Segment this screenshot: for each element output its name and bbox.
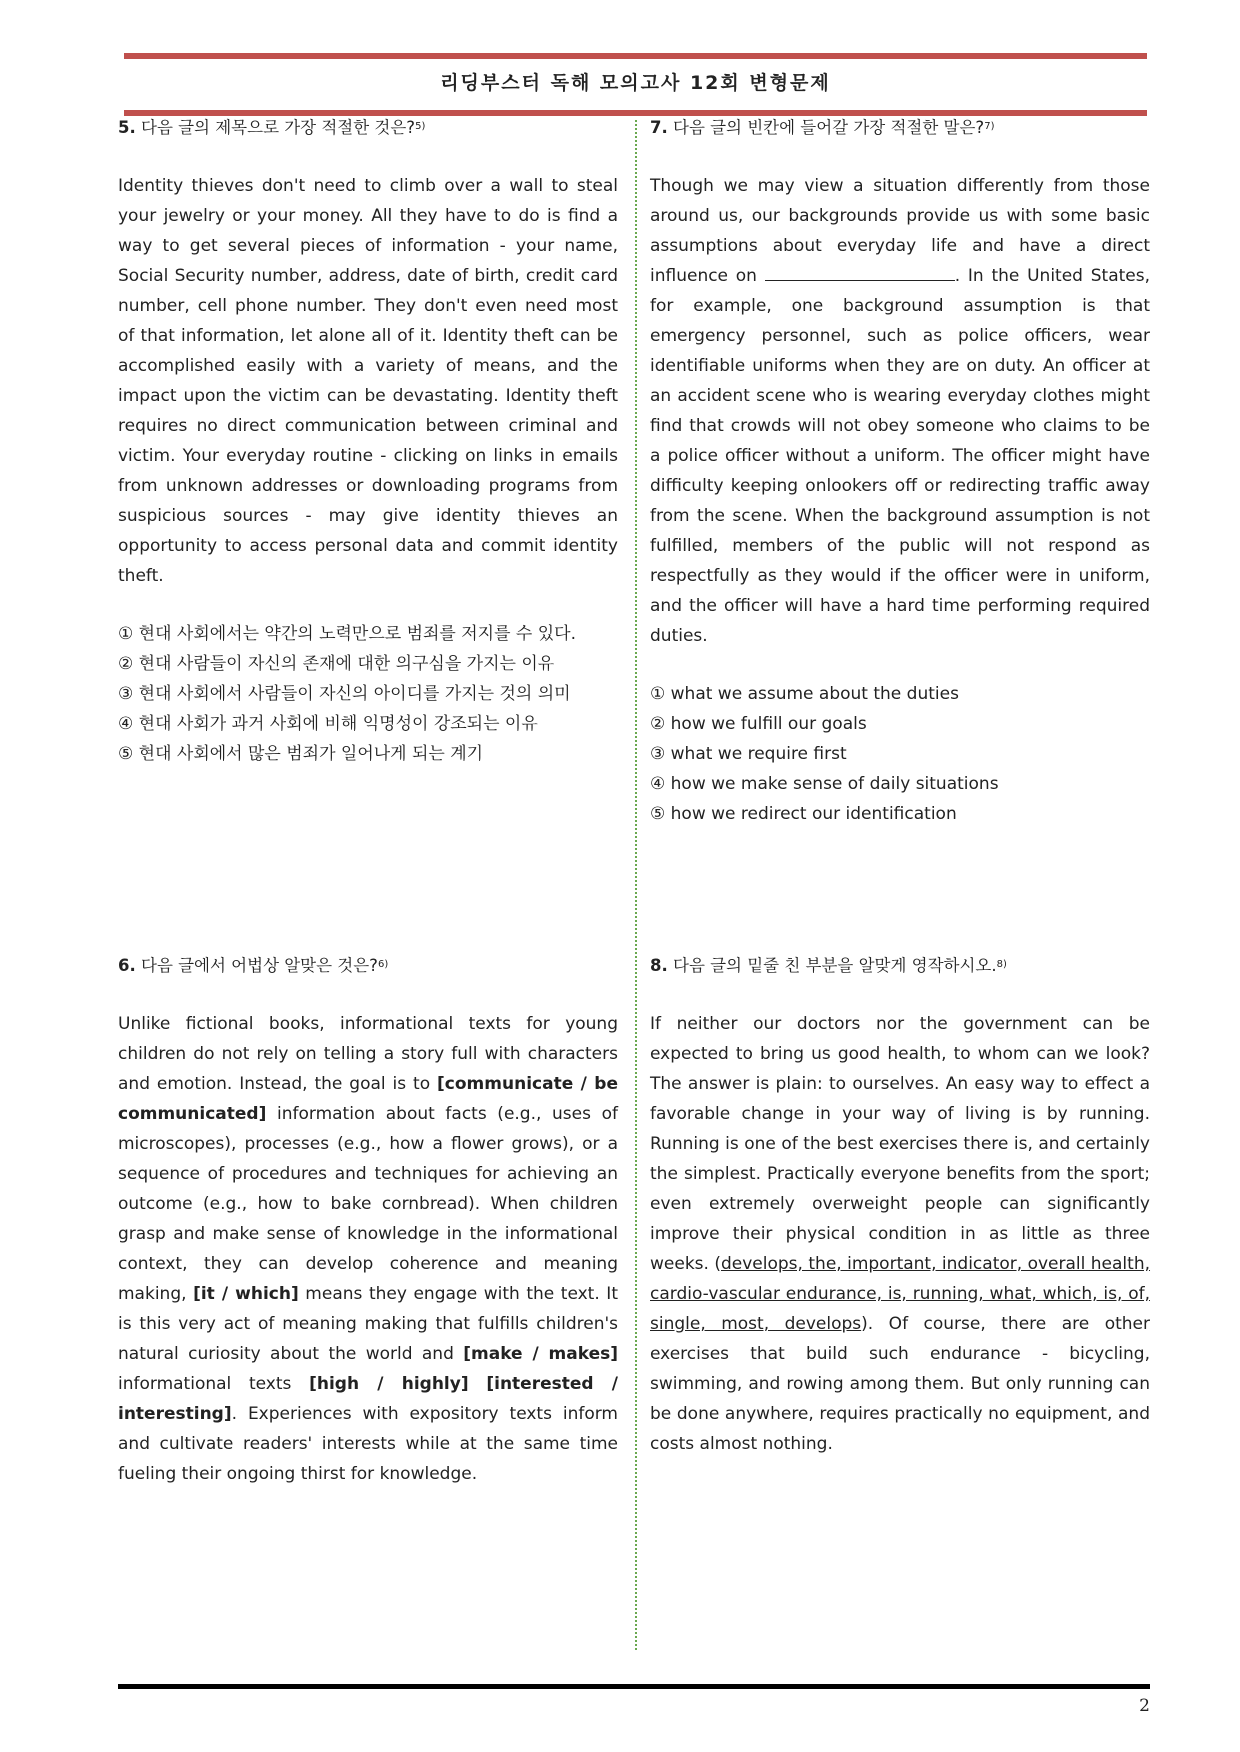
passage-text: Unlike fictional books, informational texts for young children do not rely on telling a story full with characters and emotion. Instead, the goal is to: [118, 1014, 618, 1094]
passage-text: means they engage with the text. It is this very act of meaning making that fulfills children's natural curiosity about the world and: [118, 1284, 618, 1364]
question-7-number: 7.: [650, 118, 668, 137]
choice-2[interactable]: ② how we fulfill our goals: [650, 714, 867, 734]
page-title: 리딩부스터 독해 모의고사 12회 변형문제: [440, 72, 831, 94]
choice-1[interactable]: ① what we assume about the duties: [650, 684, 959, 704]
grammar-choice-5: [interested / interesting]: [118, 1374, 618, 1424]
choice-1[interactable]: ① 현대 사회에서는 약간의 노력만으로 범죄를 저지를 수 있다.: [118, 624, 577, 644]
passage-text: Though we may view a situation differently from those around us, our backgrounds provide us with some basic assumptions about everyday life and have a direct influence on: [650, 176, 1150, 286]
question-5: [118, 112, 618, 769]
passage-text: [469, 1374, 487, 1394]
question-8-prompt: 다음 글의 밑줄 친 부분을 알맞게 영작하시오.: [673, 956, 997, 975]
question-8: [650, 950, 1150, 1459]
passage-text: . Experiences with expository texts inform and cultivate readers' interests while at the same time fueling their ongoing thirst for knowledge.: [118, 1404, 618, 1484]
question-6-header: [118, 950, 618, 981]
question-7-choices: [650, 679, 1150, 829]
question-7-prompt: 다음 글의 빈칸에 들어갈 가장 적절한 말은?: [673, 118, 985, 137]
choice-5[interactable]: ⑤ how we redirect our identification: [650, 804, 957, 824]
question-8-passage: [650, 1009, 1150, 1459]
question-5-choices: [118, 619, 618, 769]
question-6-prompt: 다음 글에서 어법상 알맞은 것은?: [141, 956, 378, 975]
question-8-number: 8.: [650, 956, 668, 975]
choice-3[interactable]: ③ 현대 사회에서 사람들이 자신의 아이디를 가지는 것의 의미: [118, 684, 571, 704]
question-5-prompt: 다음 글의 제목으로 가장 적절한 것은?: [141, 118, 416, 137]
footer-rule: [118, 1684, 1150, 1689]
question-6-number: 6.: [118, 956, 136, 975]
page-number: 2: [1139, 1696, 1150, 1716]
question-7-passage: [650, 171, 1150, 651]
question-6: [118, 950, 618, 1489]
choice-4[interactable]: ④ how we make sense of daily situations: [650, 774, 999, 794]
header-top-rule: [124, 53, 1147, 59]
question-6-footnote: 6): [377, 959, 389, 970]
question-5-footnote: 5): [415, 121, 426, 132]
grammar-choice-1: [communicate / be communicated]: [118, 1074, 618, 1124]
passage-text: . In the United States, for example, one background assumption is that emergency personnel, such as police officers, wear identifiable uniforms when they are on duty. An officer at an accident scene who is wearing everyday clothes might find that crowds will not obey someone who claims to be a police officer without a uniform. The officer might have difficulty keeping onlookers off or redirecting traffic away from the scene. When the background assumption is not fulfilled, members of the public will not respond as respectfully as they would if the officer were in uniform, and the officer will have a hard time performing required duties.: [650, 266, 1150, 646]
question-8-footnote: 8): [996, 959, 1007, 970]
grammar-choice-3: [make / makes]: [463, 1344, 618, 1364]
choice-3[interactable]: ③ what we require first: [650, 744, 847, 764]
grammar-choice-4: [high / highly]: [309, 1374, 469, 1394]
question-5-number: 5.: [118, 118, 136, 137]
choice-2[interactable]: ② 현대 사람들이 자신의 존재에 대한 의구심을 가지는 이유: [118, 654, 555, 674]
column-divider: [635, 120, 637, 1650]
question-5-passage: Identity thieves don't need to climb over a wall to steal your jewelry or your money. All they have to do is find a way to get several pieces of information - your name, Social Security number, address, date of birth, credit card number, cell phone number. They don't even need most of that information, let alone all of it. Identity theft can be accomplished easily with a variety of means, and the impact upon the victim can be devastating. Identity theft requires no direct communication between criminal and victim. Your everyday routine - clicking on links in emails from unknown addresses or downloading programs from suspicious sources - may give identity thieves an opportunity to access personal data and commit identity theft.: [118, 176, 618, 586]
choice-5[interactable]: ⑤ 현대 사회에서 많은 범죄가 일어나게 되는 계기: [118, 744, 484, 764]
question-5-header: [118, 112, 618, 143]
grammar-choice-2: [it / which]: [193, 1284, 299, 1304]
underlined-scramble: develops, the, important, indicator, overall health, cardio-vascular endurance, is, running, what, which, is, of, single, most, develops: [650, 1254, 1151, 1334]
question-6-passage: [118, 1009, 618, 1489]
passage-text: informational texts: [118, 1374, 310, 1394]
question-7: [650, 112, 1150, 829]
question-8-header: [650, 950, 1150, 981]
choice-4[interactable]: ④ 현대 사회가 과거 사회에 비해 익명성이 강조되는 이유: [118, 714, 538, 734]
passage-text: If neither our doctors nor the government can be expected to bring us good health, to whom can we look? The answer is plain: to ourselves. An easy way to effect a favorable change in your way of living is by running. Running is one of the best exercises there is, and certainly the simplest. Practically everyone benefits from the sport; even extremely overweight people can significantly improve their physical condition in as little as three weeks. (: [650, 1014, 1150, 1274]
passage-text: information about facts (e.g., uses of microscopes), processes (e.g., how a flower grows), or a sequence of procedures and techniques for achieving an outcome (e.g., how to bake cornbread). When children grasp and make sense of knowledge in the informational context, they can develop coherence and meaning making,: [118, 1104, 618, 1304]
question-7-header: [650, 112, 1150, 143]
answer-blank: [765, 262, 955, 281]
question-7-footnote: 7): [984, 121, 995, 132]
passage-text: ). Of course, there are other exercises that build such endurance - bicycling, swimming, and rowing among them. But only running can be done anywhere, requires practically no equipment, and costs almost nothing.: [650, 1314, 1150, 1454]
